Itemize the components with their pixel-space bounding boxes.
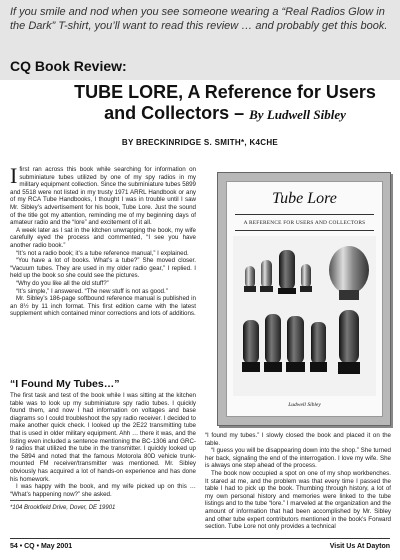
vacuum-tubes-photo — [233, 236, 376, 396]
body-paragraph: “I found my tubes.” I slowly closed the book and placed it on the table. — [205, 432, 391, 447]
tube-medium-3 — [278, 250, 296, 294]
body-paragraph: “It’s not a radio book; it’s a tube reference manual,” I explained. — [16, 249, 189, 257]
body-paragraph: The book now occupied a spot on one of my shop workbenches. It stared at me, and the problem was that every time I passed the table I had to pick up the book. Thumbing through history, a lot of my own personal history and memories were linked to the tube listings and to the tube “lore.” I marveled at the organization and the amount of information that had been accomplished by Mr. Sibley and other tube expert contributors mentioned in the book’s Forward section. Tube Lore not only provides a technical — [205, 469, 391, 531]
page-folio: 54 • CQ • May 2001 — [10, 543, 73, 550]
intro-text: If you smile and nod when you see someone wearing a “Real Radios Glow in the Dark” T-shirt, you’ll want to read this review … and probably get this book. — [10, 6, 388, 32]
body-paragraph: A week later as I sat in the kitchen unwrapping the book, my wife carefully eyed the process and commented, “I see you have another radio book.” — [10, 226, 196, 249]
tube-small-4 — [300, 264, 312, 292]
book-cover — [226, 181, 383, 417]
body-paragraph: “I guess you will be disappearing down into the shop.” She turned her back, signaling the end of the interrogation. I love my wife. She is always one step ahead of the process. — [205, 447, 391, 470]
footer-divider — [10, 538, 390, 539]
footnote-divider — [10, 500, 100, 501]
headline-dash: – — [229, 103, 250, 123]
book-cover-image — [217, 172, 391, 426]
body-column-right — [205, 432, 391, 532]
vacuum-tubes-illustration — [233, 236, 376, 396]
cover-rule — [235, 214, 374, 215]
cover-rule — [235, 230, 374, 231]
cover-author: Ludwell Sibley — [288, 402, 321, 408]
article-headline — [60, 82, 390, 125]
tube-large-3 — [286, 316, 305, 372]
cover-subtitle: A REFERENCE FOR USERS AND COLLECTORS — [243, 220, 366, 226]
body-paragraph: “Why do you like all the old stuff?” — [16, 279, 109, 287]
section-kicker: CQ Book Review: — [10, 58, 127, 74]
body-paragraph: The first task and test of the book while I was sitting at the kitchen table was to look up my subminiature spy radio tubes. I quickly found them, and now I had information on voltages and base diagrams so I could troubleshoot the spy radio receiver. I decided to make another quick check. I looked up the 2E22 transmitting tube that is used in older military equipment. Ahh … there it was, and the listing even included a sentence mentioning the BC-1306 and GRC-9 radios that utilized the tube in the transmitter. I quickly looked up the 5894 and noted that the famous Motorola 80D vehicle trunk-mounted FM receiver/transmitter was mentioned. Mr. Sibley obviously has acquired a lot of hands-on experience and has done his homework. — [10, 392, 196, 483]
tube-large-2 — [264, 314, 282, 372]
section-heading: “I Found My Tubes…” — [10, 378, 120, 390]
tube-large-1 — [242, 320, 260, 372]
tube-bulb-large — [329, 246, 369, 300]
cover-title: Tube Lore — [272, 190, 337, 207]
tube-small-2 — [260, 260, 273, 292]
footnote: *104 Brookfield Drive, Dover, DE 19901 — [10, 505, 116, 511]
drop-cap: I — [10, 166, 18, 188]
body-paragraph: “You have a lot of books. What’s a tube?” She moved closer. “Vacuum tubes. They are used in my older radio gear,” I replied. I held up the book so she could see the pictures. — [10, 257, 196, 280]
body-paragraph: I was happy with the book, and my wife picked up on this … “What’s happening now?” she asked. — [10, 483, 196, 498]
body-paragraph: “It’s simple,” I answered. “The new stuff is not as good.” — [16, 287, 168, 295]
byline-author: By Ludwell Sibley — [249, 107, 346, 122]
author-credit: BY BRECKINRIDGE S. SMITH*, K4CHE — [121, 138, 279, 147]
body-column-left-top — [10, 166, 196, 372]
tube-large-5 — [338, 310, 360, 374]
footer-tagline: Visit Us At Dayton — [329, 543, 390, 550]
body-paragraph: Mr. Sibley’s 186-page softbound reference manual is published in an 8½ by 11 inch format. This first edition came with the latest supplement which contained minor corrections and lots of additions. — [10, 295, 196, 318]
body-column-left-bottom — [10, 392, 196, 498]
body-paragraph: Ifirst ran across this book while searching for information on subminiature tubes utilized by one of my spy radios in my military equipment collection. Since the subminiature tubes 5899 and 5518 were not listed in my trusty 1971 ARRL Handbook or any of my RCA Tube Handbooks, I thought I was in trouble until I saw Mr. Sibley’s advertisement for his book, Tube Lore. Just the sound of the title got my attention, reminding me of my beginning days of amateur radio and the “lore” and excitement of it all. — [10, 166, 196, 227]
headline-title: TUBE LORE, A Reference for Users and Collectors — [74, 82, 376, 123]
tube-small-1 — [244, 266, 256, 292]
tube-large-4 — [310, 322, 327, 372]
